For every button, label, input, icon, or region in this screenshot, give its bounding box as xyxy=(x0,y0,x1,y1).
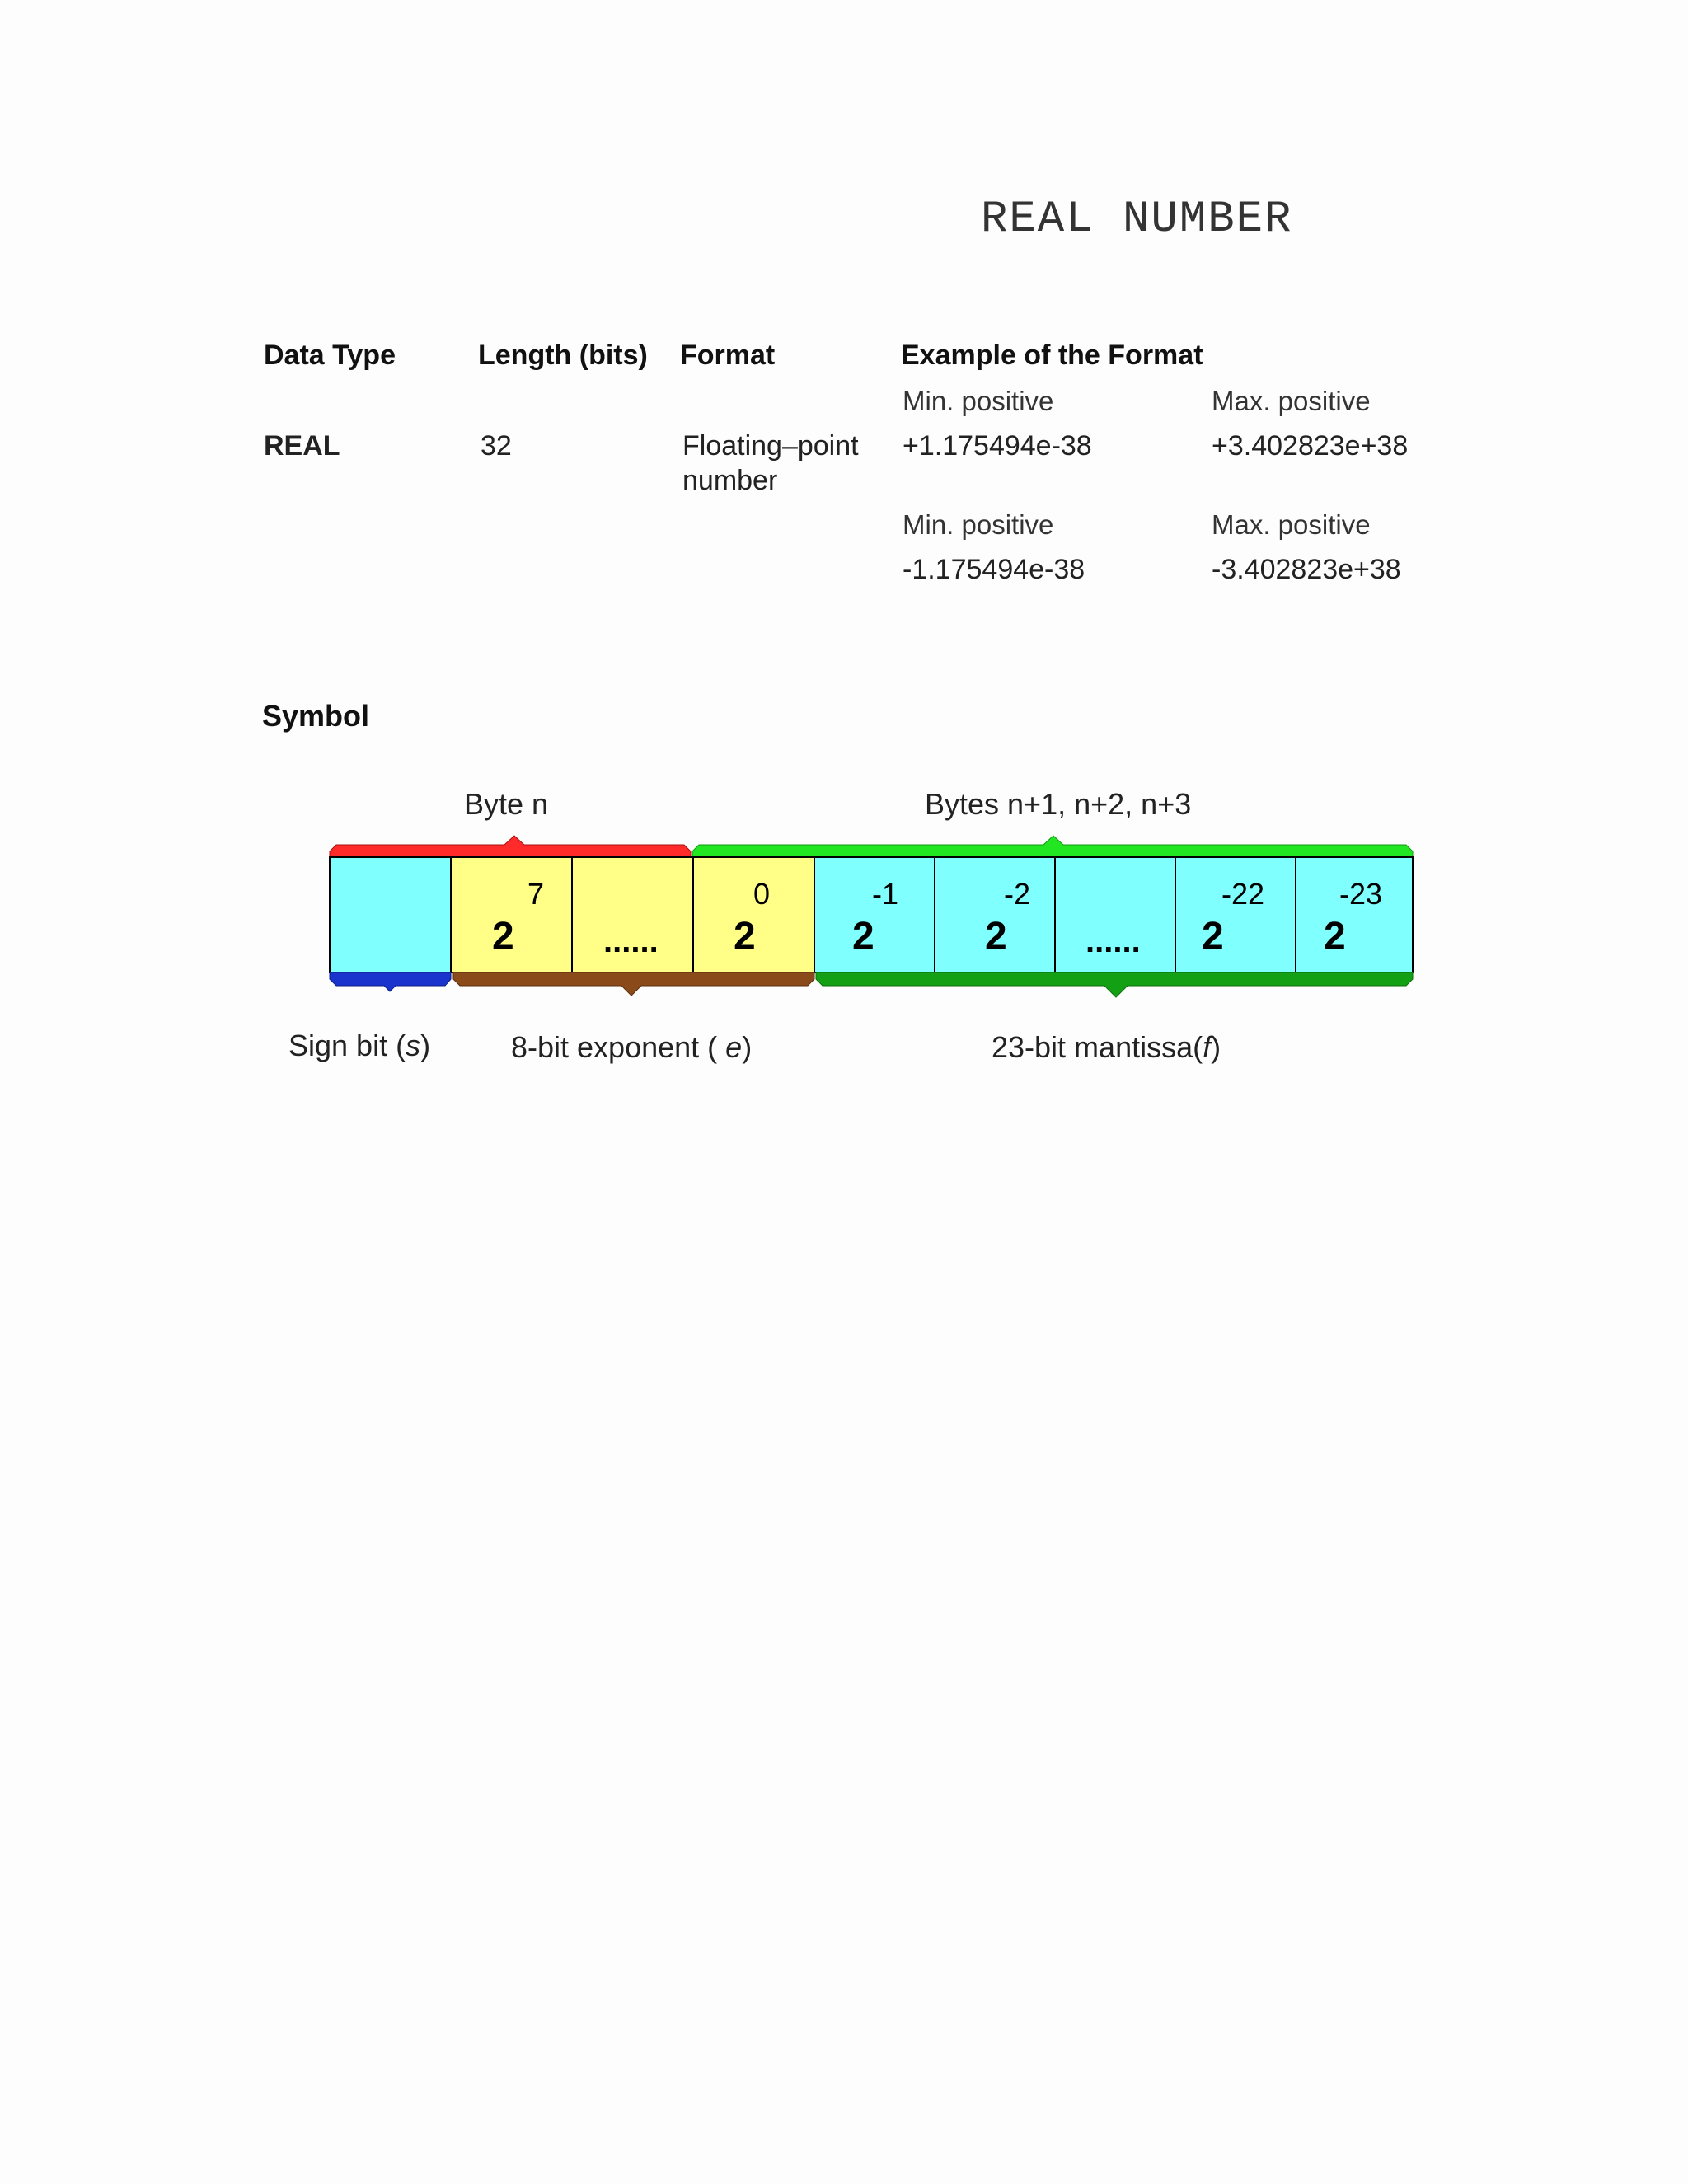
positive-min-value: +1.175494e-38 xyxy=(903,430,1092,462)
negative-max-label: Max. positive xyxy=(1212,509,1371,540)
byte-n-label: Byte n xyxy=(464,787,549,821)
cell-man-23 xyxy=(1296,857,1413,972)
mantissa-bracket xyxy=(816,972,1413,997)
exp0-base: 2 xyxy=(734,915,756,958)
man-2-exponent: -2 xyxy=(1004,877,1031,911)
man-23-exponent: -23 xyxy=(1339,877,1383,911)
mantissa-var: f xyxy=(1203,1030,1212,1064)
man-1-base: 2 xyxy=(852,915,874,958)
man-dots-text: ...... xyxy=(1085,923,1141,959)
man-22-base: 2 xyxy=(1202,915,1224,958)
man-23-base: 2 xyxy=(1324,915,1346,958)
page-title: REAL NUMBER xyxy=(981,194,1293,245)
man-2-base: 2 xyxy=(985,915,1007,958)
symbol-heading: Symbol xyxy=(262,699,370,733)
row-data-type: REAL xyxy=(264,430,340,462)
exp0-exponent: 0 xyxy=(753,877,771,911)
man-1-exponent: -1 xyxy=(872,877,899,911)
header-example: Example of the Format xyxy=(901,340,1203,371)
bytes-rest-bracket xyxy=(692,836,1413,857)
positive-max-label: Max. positive xyxy=(1212,386,1371,416)
exp-dots-text: ...... xyxy=(603,923,659,959)
cell-man-22 xyxy=(1175,857,1296,972)
negative-max-value: -3.402823e+38 xyxy=(1212,554,1401,585)
row-format-line2: number xyxy=(682,465,778,496)
positive-min-label: Min. positive xyxy=(903,386,1054,416)
exponent-var: e xyxy=(725,1030,743,1064)
cell-man-1 xyxy=(814,857,935,972)
header-data-type: Data Type xyxy=(264,340,396,371)
row-length: 32 xyxy=(481,430,512,462)
negative-min-label: Min. positive xyxy=(903,509,1054,540)
exp7-base: 2 xyxy=(492,915,514,958)
row-format-line1: Floating–point xyxy=(682,430,859,462)
sign-bit-label: Sign bit (s) xyxy=(288,1029,431,1062)
header-format: Format xyxy=(680,340,776,371)
sign-bracket xyxy=(330,972,451,991)
exponent-label: 8-bit exponent ( e) xyxy=(511,1030,753,1064)
header-length: Length (bits) xyxy=(478,340,648,371)
sign-bit-var: s xyxy=(406,1029,421,1062)
negative-min-value: -1.175494e-38 xyxy=(903,554,1085,585)
exp7-exponent: 7 xyxy=(528,877,545,911)
cell-sign xyxy=(330,857,451,972)
exponent-bracket xyxy=(453,972,814,996)
man-22-exponent: -22 xyxy=(1221,877,1265,911)
mantissa-label: 23-bit mantissa(f) xyxy=(992,1030,1221,1064)
bytes-rest-label: Bytes n+1, n+2, n+3 xyxy=(925,787,1192,821)
positive-max-value: +3.402823e+38 xyxy=(1212,430,1409,462)
byte-n-bracket xyxy=(330,836,691,857)
